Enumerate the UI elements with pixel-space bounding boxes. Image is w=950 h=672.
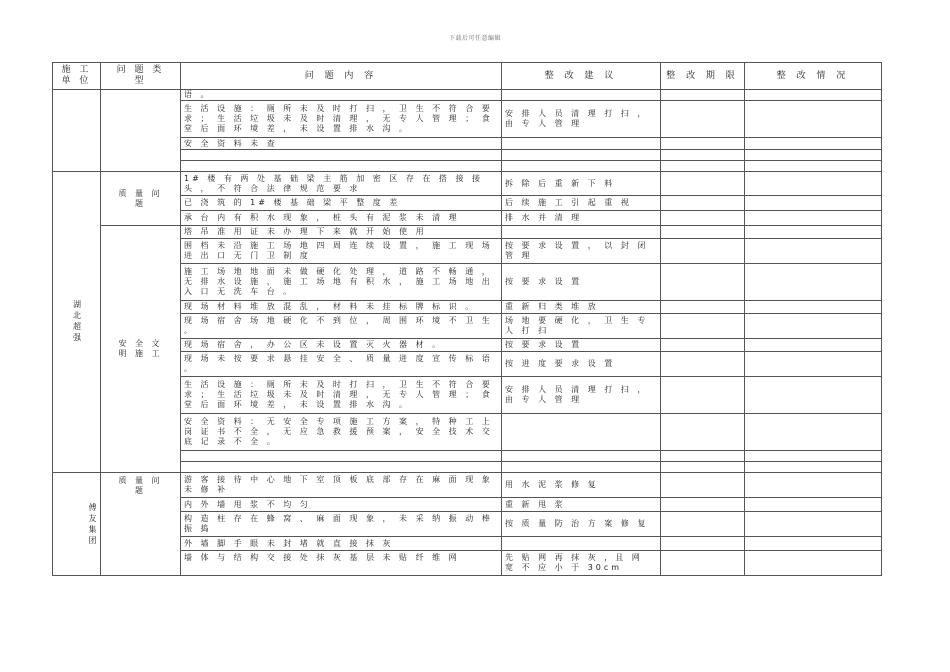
advice-cell: 重 新 归 类 堆 放: [502, 301, 661, 314]
content-cell: 现 场 宿 舍 ， 办 公 区 未 设 置 灭 火 器 材 。: [181, 339, 502, 352]
status-cell: [745, 138, 882, 150]
header-content: 问 题 内 容: [181, 63, 502, 90]
status-cell: [745, 473, 882, 498]
deadline-cell: [661, 339, 745, 352]
content-cell: [181, 150, 502, 161]
status-cell: [745, 301, 882, 314]
content-cell: 语 。: [181, 90, 502, 101]
advice-cell: 按 要 求 设 置 ， 以 封 闭 管 理: [502, 239, 661, 264]
status-cell: [745, 314, 882, 339]
deadline-cell: [661, 352, 745, 377]
advice-cell: 后 续 施 工 引 起 重 视: [502, 196, 661, 211]
status-cell: [745, 352, 882, 377]
advice-cell: 场 地 要 硬 化 ， 卫 生 专 人 打 扫: [502, 314, 661, 339]
status-cell: [745, 512, 882, 537]
deadline-cell: [661, 451, 745, 462]
content-cell: 安 全 资 料 未 查: [181, 138, 502, 150]
content-cell: 1# 楼 有 两 处 基 础 梁 主 筋 加 密 区 存 在 搭 接 接 头 ， 不 符 合 法 律 规 范 要 求: [181, 172, 502, 196]
content-cell: 生 活 设 施 ： 厕 所 未 及 时 打 扫 ， 卫 生 不 符 合 要 求 ； 生 活 垃 圾 未 及 时 清 理 ， 无 专 人 管 理 ； 食 堂 后 面 环 境 差 ， 未 设 置 排 水 沟 。: [181, 101, 502, 138]
advice-cell: 重 新 甩 浆: [502, 498, 661, 512]
table-header-row: [53, 63, 882, 90]
deadline-cell: [661, 314, 745, 339]
content-cell: 围 档 未 沿 施 工 场 地 四 周 连 续 设 置 ， 施 工 现 场 进 出 口 无 门 卫 制 度: [181, 239, 502, 264]
content-cell: 承 台 内 有 积 水 现 象 ， 桩 头 有 泥 浆 未 清 理: [181, 211, 502, 226]
advice-cell: 按 进 度 要 求 设 置: [502, 352, 661, 377]
deadline-cell: [661, 473, 745, 498]
status-cell: [745, 339, 882, 352]
page-header-note: 下载后可任意编辑: [448, 35, 501, 42]
deadline-cell: [661, 226, 745, 239]
advice-cell: 按 要 求 设 置: [502, 339, 661, 352]
deadline-cell: [661, 301, 745, 314]
content-cell: 构 造 柱 存 在 蜂 窝 、 麻 面 现 象 ， 未 采 纳 振 动 棒 振 捣: [181, 512, 502, 537]
advice-cell: [502, 462, 661, 473]
deadline-cell: [661, 150, 745, 161]
type-quality: 质 量 问 题: [101, 172, 181, 226]
content-cell: 外 墙 脚 手 眼 未 封 堵 就 直 接 抹 灰: [181, 537, 502, 551]
deadline-cell: [661, 537, 745, 551]
deadline-cell: [661, 211, 745, 226]
content-cell: 现 场 材 料 堆 放 混 乱 ， 材 料 未 挂 标 牌 标 识 。: [181, 301, 502, 314]
content-cell: 现 场 未 按 要 求 悬 挂 安 全 、 质 量 进 度 宣 传 标 语 。: [181, 352, 502, 377]
deadline-cell: [661, 512, 745, 537]
content-cell: 已 浇 筑 的 1# 楼 基 础 梁 平 整 度 差: [181, 196, 502, 211]
status-cell: [745, 150, 882, 161]
advice-cell: [502, 138, 661, 150]
header-status: 整 改 情 况: [745, 63, 882, 90]
content-cell: 施 工 场 地 地 面 未 做 硬 化 处 理 ， 道 路 不 畅 通 ， 无 排 水 设 施 ， 施 工 场 地 有 积 水 ， 施 工 场 地 出 入 口 无 洗 车 台 。: [181, 264, 502, 301]
deadline-cell: [661, 551, 745, 576]
advice-cell: [502, 161, 661, 172]
status-cell: [745, 462, 882, 473]
table-row: [53, 172, 882, 196]
advice-cell: [502, 226, 661, 239]
deadline-cell: [661, 414, 745, 451]
advice-cell: 先 贴 网 再 抹 灰 ，且 网 宽 不 应 小 于 30cm: [502, 551, 661, 576]
table-row: [53, 90, 882, 101]
content-cell: 安 全 资 料 ： 无 安 全 专 项 施 工 方 案 ， 特 种 工 上 岗 证 书 不 全 ， 无 应 急 救 援 预 案 ， 安 全 技 术 交 底 记 录 不 全 。: [181, 414, 502, 451]
deadline-cell: [661, 196, 745, 211]
deadline-cell: [661, 172, 745, 196]
status-cell: [745, 211, 882, 226]
status-cell: [745, 414, 882, 451]
content-cell: [181, 462, 502, 473]
advice-cell: 安 排 人 员 清 理 打 扫 ， 由 专 人 管 理: [502, 377, 661, 414]
advice-cell: 用 水 泥 浆 修 复: [502, 473, 661, 498]
deadline-cell: [661, 101, 745, 138]
content-cell: 生 活 设 施 ： 厕 所 未 及 时 打 扫 ， 卫 生 不 符 合 要 求 ； 生 活 垃 圾 未 及 时 清 理 ， 无 专 人 管 理 ； 食 堂 后 面 环 境 差 ， 未 设 置 排 水 沟 。: [181, 377, 502, 414]
type-cell-continued: [101, 90, 181, 172]
advice-cell: [502, 90, 661, 101]
unit-hubei: 湖北超强: [53, 172, 101, 473]
status-cell: [745, 377, 882, 414]
status-cell: [745, 90, 882, 101]
advice-cell: 拆 除 后 重 新 下 料: [502, 172, 661, 196]
content-cell: [181, 161, 502, 172]
advice-cell: 排 水 并 清 理: [502, 211, 661, 226]
rectification-table: [52, 62, 882, 576]
content-cell: 塔 吊 准 用 证 未 办 理 下 来 就 开 始 使 用: [181, 226, 502, 239]
status-cell: [745, 498, 882, 512]
advice-cell: 安 排 人 员 清 理 打 扫 ， 由 专 人 管 理: [502, 101, 661, 138]
advice-cell: [502, 414, 661, 451]
header-advice: 整 改 建 议: [502, 63, 661, 90]
status-cell: [745, 196, 882, 211]
deadline-cell: [661, 264, 745, 301]
deadline-cell: [661, 377, 745, 414]
deadline-cell: [661, 498, 745, 512]
table-row: [53, 226, 882, 239]
status-cell: [745, 101, 882, 138]
type-safety: 安 全 文 明 施 工: [101, 226, 181, 473]
status-cell: [745, 226, 882, 239]
status-cell: [745, 551, 882, 576]
content-cell: [181, 451, 502, 462]
status-cell: [745, 239, 882, 264]
header-deadline: 整 改 期 限: [661, 63, 745, 90]
content-cell: 现 场 宿 舍 场 地 硬 化 不 到 位 ， 周 围 环 境 不 卫 生 。: [181, 314, 502, 339]
deadline-cell: [661, 239, 745, 264]
unit-cell-continued: [53, 90, 101, 172]
deadline-cell: [661, 138, 745, 150]
deadline-cell: [661, 90, 745, 101]
status-cell: [745, 161, 882, 172]
unit-fuyou: 傅友集团: [53, 473, 101, 576]
advice-cell: [502, 537, 661, 551]
status-cell: [745, 451, 882, 462]
type-quality-fuyou: 质 量 问 题: [101, 473, 181, 576]
advice-cell: [502, 451, 661, 462]
status-cell: [745, 264, 882, 301]
content-cell: 墙 体 与 结 构 交 接 处 抹 灰 基 层 未 贴 纤 维 网: [181, 551, 502, 576]
table-row: [53, 473, 882, 498]
content-cell: 游 客 接 待 中 心 地 下 室 顶 板 底 部 存 在 麻 面 现 象 未 修 补: [181, 473, 502, 498]
deadline-cell: [661, 161, 745, 172]
advice-cell: [502, 150, 661, 161]
header-type: 问 题 类 型: [101, 63, 181, 90]
status-cell: [745, 537, 882, 551]
status-cell: [745, 172, 882, 196]
advice-cell: 按 质 量 防 治 方 案 修 复: [502, 512, 661, 537]
advice-cell: 按 要 求 设 置: [502, 264, 661, 301]
deadline-cell: [661, 462, 745, 473]
header-unit: 施 工 单 位: [53, 63, 101, 90]
content-cell: 内 外 墙 甩 浆 不 均 匀: [181, 498, 502, 512]
